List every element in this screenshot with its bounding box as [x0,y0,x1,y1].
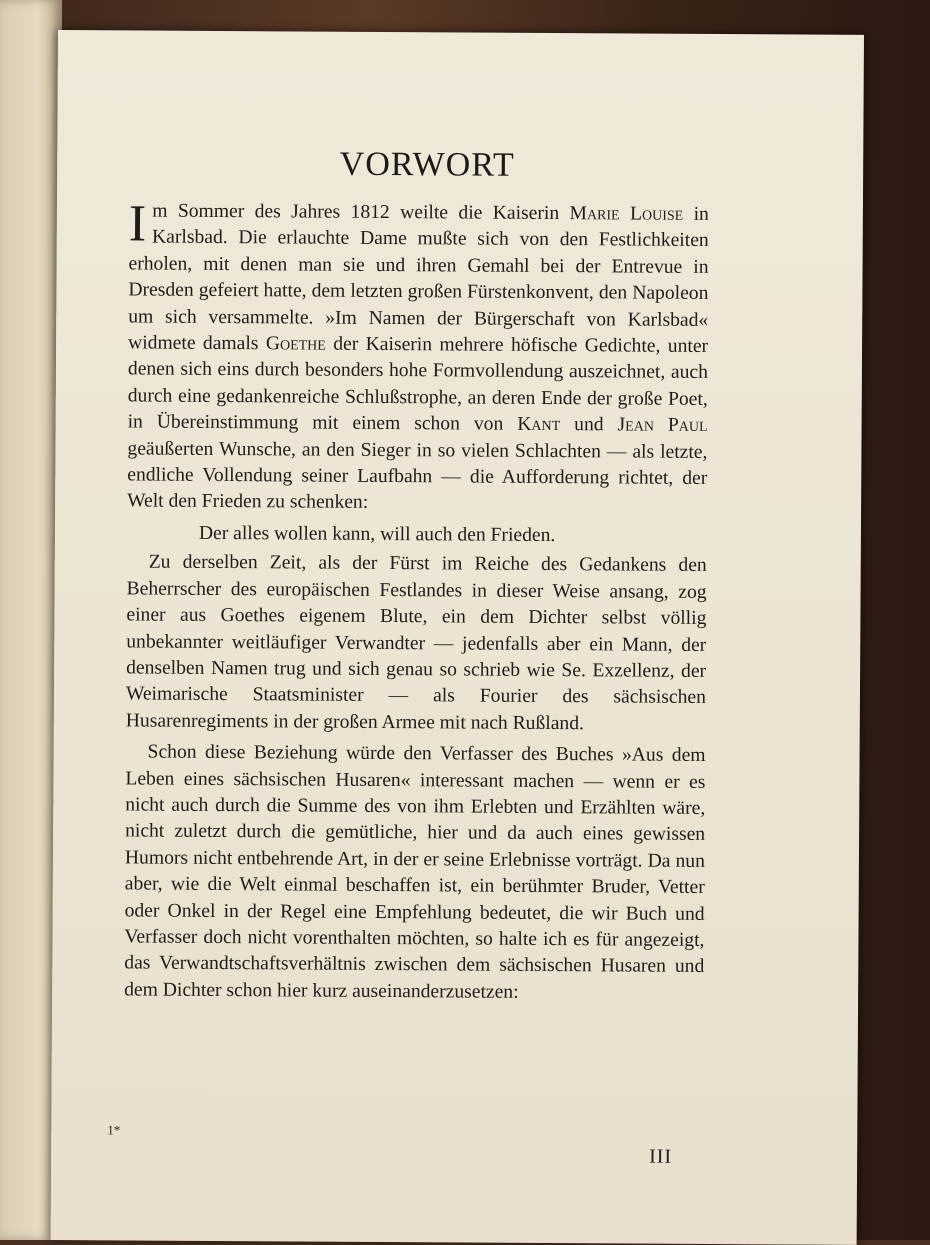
signature-mark: 1* [107,1122,121,1138]
paragraph-3: Schon diese Beziehung würde den Verfasser des Buches »Aus dem Leben eines sächsischen Husaren« interessant machen — wenn er es nicht auch durch die Summe des von ihm Erlebten und Erzählten wäre, nicht zuletzt durch die gemütliche, hier und da auch eines gewissen Humors nicht entbehrende Art, in der er seine Erlebnisse vorträgt. Da nun aber, wie die Welt einmal beschaffen ist, ein berühmter Bruder, Vetter oder Onkel in der Regel eine Empfehlung bedeutet, die wir Buch und Verfasser doch nicht vorenthalten möchten, so halte ich es für angezeigt, das Verwandtschaftsverhältnis zwischen dem sächsischen Husaren und dem Dichter schon hier kurz auseinanderzusetzen: [124,741,706,1003]
paragraph-1-part-1: m Sommer des Jahres 1812 weilte die Kaiserin [152,200,570,225]
book-page [51,30,864,1245]
body-text [124,195,709,1007]
paragraph-1-part-5: geäußerten Wunsche, an den Sieger in so vielen Schlachten — als letzte, endliche Vollendung seiner Laufbahn — die Aufforderung richtet, der Welt den Frieden zu schenken: [127,438,708,514]
name-marie-louise: Marie Louise [569,203,684,225]
paragraph-1-part-4: und [560,414,618,436]
page-title: VORWORT [339,145,515,184]
paragraph-1-part-2: in Karlsbad. Die erlauchte Dame mußte sich von den Festlichkeiten erholen, mit denen man sie und ihren Gemahl bei der Entrevue in Dresden gefeiert hatte, dem letzten großen Fürstenkonvent, den Napoleon um sich versammelte. »Im Namen der Bürgerschaft von Karlsbad« widmete damals [128,203,709,355]
name-goethe: Goethe [265,333,326,355]
paragraph-1 [127,195,709,518]
name-kant: Kant [517,414,561,436]
paragraph-2: Zu derselben Zeit, als der Fürst im Reiche des Gedankens den Beherrscher des europäischen Festlandes in dieser Weise ansang, zog einer aus Goethes eigenem Blute, ein dem Dichter selbst völlig unbekannter weitläufiger Verwandter — jedenfalls aber ein Mann, der denselben Namen trug und sich genau so schrieb wie Se. Exzellenz, der Weimarische Staatsminister — als Fourier des sächsischen Husarenregiments in der großen Armee mit nach Rußland. [125,551,707,734]
verse-quote: Der alles wollen kann, will auch den Frieden. [198,522,556,546]
drop-cap: I [128,195,147,253]
page-number: III [649,1145,673,1168]
name-jean-paul: Jean Paul [617,414,708,437]
paragraph-1-part-3: der Kaiserin mehrere höfische Gedichte, unter denen sich eins durch besonders hohe Formvollendung auszeichnet, auch durch eine gedankenreiche Schlußstrophe, an deren Ende der große Poet, in Übereinstimmung mit einem schon von [127,333,709,436]
